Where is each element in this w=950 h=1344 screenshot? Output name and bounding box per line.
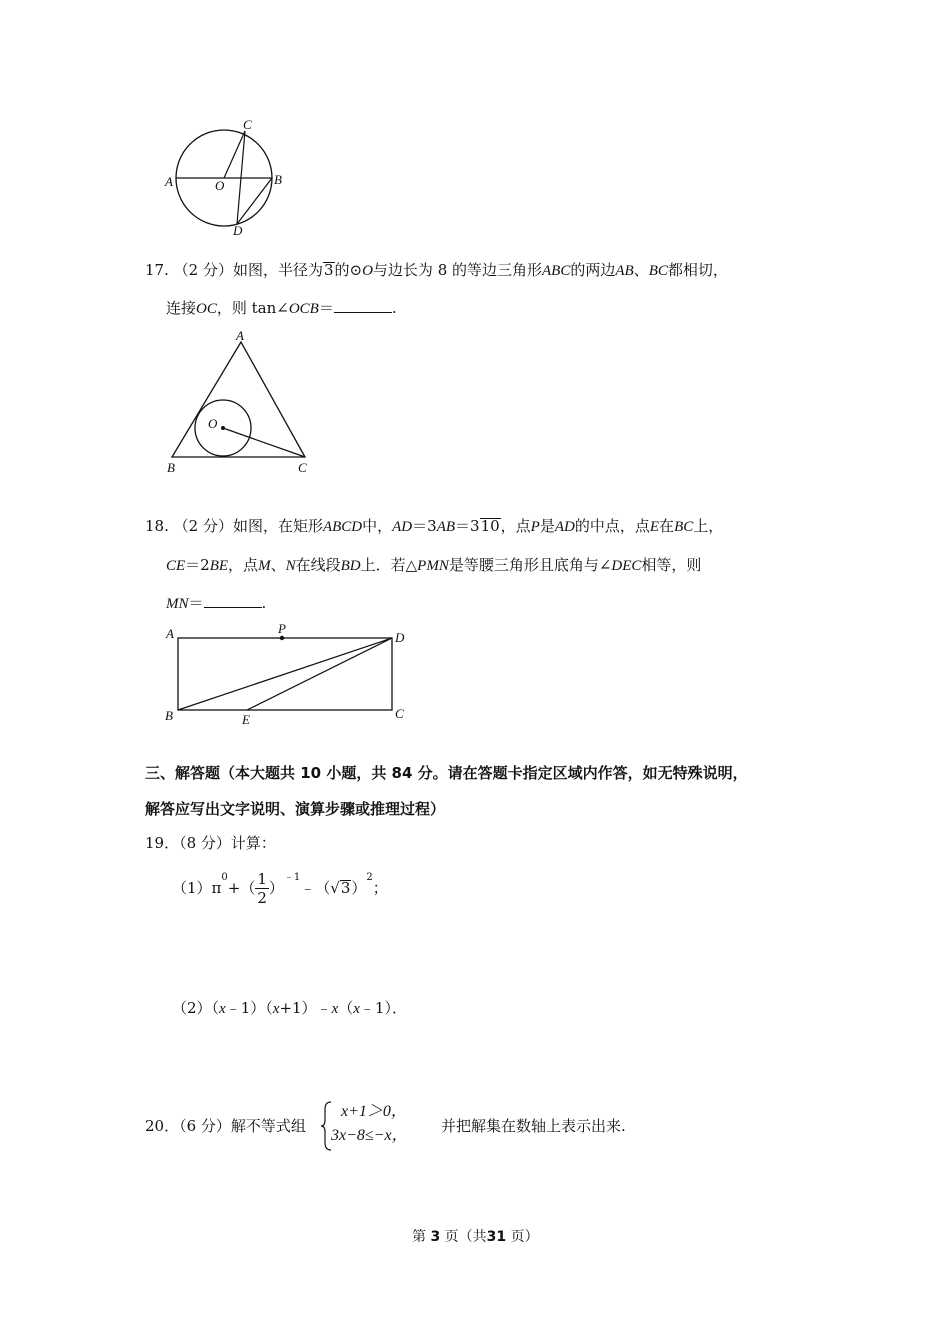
q18-text: ，点 xyxy=(500,517,531,535)
q18-var: N xyxy=(285,558,296,574)
q18-number: 18. xyxy=(145,517,169,535)
q17-text: ＝ xyxy=(318,299,334,317)
footer-total-pages: 31 xyxy=(486,1229,507,1245)
q17-number: 17. xyxy=(145,261,169,279)
q17-text: ，则 tan∠ xyxy=(216,299,289,317)
footer-text: 页（共 xyxy=(444,1229,487,1245)
q17-text: . xyxy=(391,299,397,317)
q17-answer-blank[interactable] xyxy=(334,298,392,313)
page-footer xyxy=(412,1227,539,1247)
q18-text: 是等腰三角形且底角与∠ xyxy=(448,556,612,574)
fig18-label-d: D xyxy=(395,630,405,645)
q19-var: x xyxy=(353,1001,360,1017)
q19-sqrt: 3 xyxy=(340,879,351,897)
q19-text: ； xyxy=(372,879,388,897)
fig16-label-o: O xyxy=(215,178,225,193)
q18-var: BC xyxy=(674,519,694,535)
q18-line-1 xyxy=(145,516,723,537)
q19-fraction-den: 2 xyxy=(257,888,267,907)
q19-sup: 2 xyxy=(366,872,373,883)
q18-text: ＝3 xyxy=(412,517,437,535)
q17-var: ABC xyxy=(542,263,571,279)
section-3-heading-line-1: 三、解答题（本大题共 10 小题，共 84 分。请在答题卡指定区域内作答，如无特殊说明， xyxy=(145,764,748,782)
q19-text: （1）π xyxy=(172,879,222,897)
q18-line-3 xyxy=(166,593,266,614)
q18-var: MN xyxy=(166,596,189,612)
q19-fraction xyxy=(255,870,269,907)
fig18-label-e: E xyxy=(242,712,250,727)
q18-text: ＝3 xyxy=(455,517,480,535)
fig16-label-a: A xyxy=(165,174,173,189)
q19-text: +（ xyxy=(227,879,256,897)
q19-part-2 xyxy=(172,998,407,1019)
fig16-label-d: D xyxy=(233,223,243,238)
q18-var: AD xyxy=(554,519,575,535)
q17-text: 、 xyxy=(633,261,649,279)
q18-var: ABCD xyxy=(322,519,363,535)
fig17-label-o: O xyxy=(208,416,218,431)
section-3-heading-line-2: 解答应写出文字说明、演算步骤或推理过程） xyxy=(145,800,446,818)
q18-text: 相等，则 xyxy=(641,556,702,574)
q17-var: AB xyxy=(615,263,634,279)
q19-text: （ xyxy=(338,999,354,1017)
q17-line-1 xyxy=(145,260,728,281)
fig18-label-b: B xyxy=(165,708,173,723)
q18-text: 是 xyxy=(539,517,555,535)
fig18-label-a: A xyxy=(166,626,174,641)
q20-suffix: 并把解集在数轴上表示出来. xyxy=(441,1117,626,1135)
fig17-label-a: A xyxy=(236,328,244,343)
q19-text: +1）﹣ xyxy=(279,999,332,1017)
q19-var: x xyxy=(272,1001,280,1017)
q17-var: OCB xyxy=(288,301,319,317)
footer-text: 第 xyxy=(412,1229,426,1245)
q18-var: BD xyxy=(340,558,361,574)
q20-prefix: 20．（6 分）解不等式组 xyxy=(145,1117,306,1135)
q19-sup: 0 xyxy=(221,872,228,883)
q17-sqrt: 3 xyxy=(323,261,334,279)
q19-text: ） xyxy=(268,879,284,897)
q18-var: BE xyxy=(209,558,229,574)
q19-part-1 xyxy=(172,868,388,914)
q18-text: ，点 xyxy=(228,556,259,574)
q18-text: 在 xyxy=(659,517,675,535)
q17-line-2 xyxy=(166,298,397,319)
q18-var: M xyxy=(258,558,271,574)
q20-inequality-1: x+1＞0， xyxy=(341,1103,407,1120)
fig16-label-b: B xyxy=(274,172,282,187)
q19-fraction-num: 1 xyxy=(257,869,267,888)
q18-text: 、 xyxy=(270,556,286,574)
footer-text: 页） xyxy=(510,1229,539,1245)
q18-text: 在线段 xyxy=(295,556,341,574)
q18-var: E xyxy=(649,519,660,535)
fig16-label-c: C xyxy=(243,117,252,132)
q18-text: 上．若△ xyxy=(360,556,418,574)
q18-text: （2 分）如图，在矩形 xyxy=(173,517,323,535)
q17-text: （2 分）如图，半径为 xyxy=(173,261,323,279)
q19-var: x xyxy=(331,1001,339,1017)
q18-text: . xyxy=(261,594,267,612)
q17-text: 都相切， xyxy=(667,261,728,279)
q19-text: ﹣（√ xyxy=(300,879,340,897)
q18-line-2 xyxy=(166,555,701,576)
q18-text: 中， xyxy=(362,517,393,535)
q19-text: ） xyxy=(351,879,367,897)
q19-var: x xyxy=(219,1001,226,1017)
q17-var: O xyxy=(362,263,373,279)
q17-var: BC xyxy=(648,263,668,279)
q18-var: PMN xyxy=(417,558,449,574)
q18-text: ＝2 xyxy=(185,556,210,574)
fig18-label-p: P xyxy=(278,621,286,636)
q18-answer-blank[interactable] xyxy=(204,593,262,608)
q18-text: 的中点，点 xyxy=(574,517,650,535)
q19-text: ﹣1）（ xyxy=(225,999,273,1017)
q18-var: CE xyxy=(166,558,186,574)
fig17-label-c: C xyxy=(298,460,307,475)
q18-var: DEC xyxy=(611,558,642,574)
figure-17-triangle xyxy=(165,335,325,465)
q18-text: ＝ xyxy=(188,594,204,612)
q18-var: AB xyxy=(436,519,456,535)
q17-text: 连接 xyxy=(166,299,197,317)
q19-sup: ﹣1 xyxy=(283,872,301,883)
footer-page-number: 3 xyxy=(430,1229,441,1245)
q18-sqrt: 10 xyxy=(480,517,500,535)
q17-text: 与边长为 8 的等边三角形 xyxy=(372,261,543,279)
q17-var: OC xyxy=(196,301,217,317)
q18-var: AD xyxy=(392,519,413,535)
q18-var: P xyxy=(530,519,540,535)
fig18-label-c: C xyxy=(395,706,404,721)
q17-text: 的⊙ xyxy=(334,261,363,279)
q19-text: （2）（ xyxy=(172,999,220,1017)
q18-text: 上， xyxy=(693,517,724,535)
q17-text: 的两边 xyxy=(570,261,616,279)
q20-inequality-2: 3x−8≤−x， xyxy=(331,1127,408,1144)
q19-header: 19．（8 分）计算： xyxy=(145,834,276,852)
q19-text: ﹣1）． xyxy=(359,999,407,1017)
fig17-label-b: B xyxy=(167,460,175,475)
figure-18-rectangle xyxy=(175,632,415,722)
